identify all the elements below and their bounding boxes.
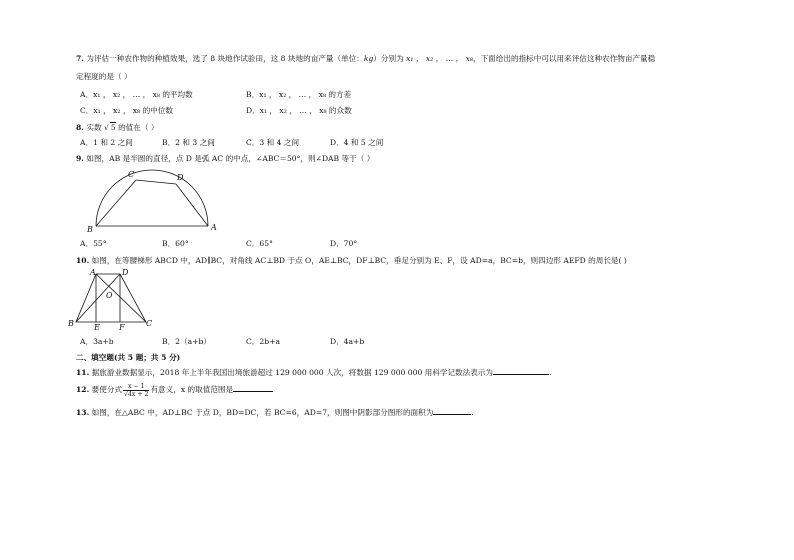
semicircle-arc bbox=[96, 170, 208, 226]
question-number: 11. bbox=[76, 368, 90, 377]
option-d[interactable]: D．70° bbox=[330, 239, 358, 248]
option-c[interactable]: C．x₁ ， x₂ ， x₈ 的中位数 bbox=[80, 106, 174, 115]
label-c: C bbox=[146, 319, 153, 328]
question-text: ，下面给出的指标中可以用来评估这种农作物亩产量稳 bbox=[472, 54, 656, 63]
question-10-line bbox=[76, 256, 627, 266]
fraction-numerator: x − 1 bbox=[123, 383, 149, 391]
label-a: A bbox=[211, 223, 217, 232]
option-c[interactable]: C．2b+a bbox=[246, 337, 280, 346]
question-11-line bbox=[76, 366, 551, 378]
question-number: 12. bbox=[76, 385, 90, 394]
question-text: 有意义，x 的取值范围是 bbox=[150, 385, 234, 394]
denominator-radicand: 4x + 2 bbox=[127, 390, 149, 398]
segment-bc bbox=[96, 180, 136, 226]
semicircle-figure bbox=[78, 166, 218, 236]
variable-list: x₁ ， x₂ ， … ， x₈ bbox=[406, 54, 473, 63]
question-text: 为评估一种农作物的种植效果，选了 8 块地作试验田，这 8 块地的亩产量（单位： bbox=[86, 54, 364, 63]
question-7-line-2: 定程度的是（ ） bbox=[76, 72, 132, 81]
option-a[interactable]: A．55° bbox=[80, 239, 107, 248]
label-c: C bbox=[128, 170, 135, 179]
diagonal-ac bbox=[96, 274, 146, 322]
sqrt-sign: √ bbox=[103, 123, 109, 132]
section-title: 二、填空题(共 5 题；共 5 分) bbox=[76, 353, 181, 362]
answer-blank[interactable] bbox=[493, 366, 552, 377]
unit: kg bbox=[363, 54, 374, 63]
segment-da bbox=[176, 184, 208, 226]
label-e: E bbox=[94, 323, 100, 332]
question-9-line bbox=[76, 154, 374, 164]
label-o: O bbox=[106, 291, 113, 300]
radicand: 5 bbox=[110, 123, 116, 132]
label-a: A bbox=[90, 268, 96, 277]
option-b[interactable]: B．2（a+b） bbox=[162, 337, 211, 346]
question-number: 7. bbox=[76, 54, 84, 63]
sqrt-sign: √ bbox=[124, 390, 128, 398]
question-text: 如图，在△ABC 中，AD⊥BC 于点 D，BD=DC，若 BC=6，AD=7，则图中阴影部分图形的面积为 bbox=[91, 408, 434, 417]
option-c[interactable]: C．3 和 4 之间 bbox=[246, 138, 300, 147]
question-7-line-1 bbox=[76, 54, 655, 64]
fraction-denominator bbox=[123, 391, 149, 398]
option-a[interactable]: A．1 和 2 之间 bbox=[80, 138, 133, 147]
sentence-end: . bbox=[549, 368, 552, 377]
question-text: 据旅游业数据显示，2018 年上半年我国出境旅游超过 129 000 000 人次，将数据 129 000 000 用科学记数法表示为 bbox=[91, 368, 494, 377]
question-number: 8. bbox=[76, 123, 84, 132]
question-number: 10. bbox=[76, 256, 90, 265]
question-text: 实数 bbox=[86, 123, 102, 132]
label-b: B bbox=[87, 225, 93, 234]
label-d: D bbox=[122, 268, 129, 277]
option-b[interactable]: B．60° bbox=[162, 239, 189, 248]
diagonal-bd bbox=[76, 274, 120, 322]
segment-cd bbox=[136, 180, 176, 184]
option-c[interactable]: C．65° bbox=[246, 239, 273, 248]
trapezoid-figure bbox=[66, 268, 158, 332]
question-text: 要使分式 bbox=[91, 385, 123, 394]
question-text: 的值在（ ） bbox=[118, 123, 159, 132]
question-number: 9. bbox=[76, 154, 84, 163]
option-b[interactable]: B．2 和 3 之间 bbox=[162, 138, 215, 147]
question-text: 如图，AB 是半圆的直径，点 D 是弧 AC 的中点，∠ABC＝50°，则∠DAB 等于（ ） bbox=[86, 154, 375, 163]
label-b: B bbox=[68, 319, 74, 328]
sentence-end: . bbox=[471, 408, 474, 417]
answer-blank[interactable] bbox=[233, 383, 273, 392]
label-d: D bbox=[177, 173, 184, 182]
option-d[interactable]: D．x₁ ， x₂ ， … ， x₈ 的众数 bbox=[246, 106, 352, 115]
option-d[interactable]: D．4a+b bbox=[330, 337, 365, 346]
question-number: 13. bbox=[76, 408, 90, 417]
option-b[interactable]: B．x₁ ， x₂ ， … ， x₈ 的方差 bbox=[246, 90, 352, 99]
option-a[interactable]: A．x₁ ， x₂ ， … ， x₈ 的平均数 bbox=[80, 90, 193, 99]
option-d[interactable]: D．4 和 5 之间 bbox=[330, 138, 384, 147]
question-13-line bbox=[76, 406, 474, 418]
answer-blank[interactable] bbox=[433, 406, 474, 417]
question-12-line bbox=[76, 382, 273, 398]
label-f: F bbox=[119, 323, 125, 332]
question-text: ）分别为 bbox=[373, 54, 404, 63]
fraction bbox=[123, 383, 149, 398]
option-a[interactable]: A．3a+b bbox=[80, 337, 114, 346]
question-text: 如图，在等腰梯形 ABCD 中，AD∥BC，对角线 AC⊥BD 于点 O，AE⊥BC，DF⊥BC，垂足分别为 E、F，设 AD=a，BC=b，则四边形 AEFD 的周长是( ) bbox=[91, 256, 627, 265]
question-8-line bbox=[76, 122, 158, 133]
